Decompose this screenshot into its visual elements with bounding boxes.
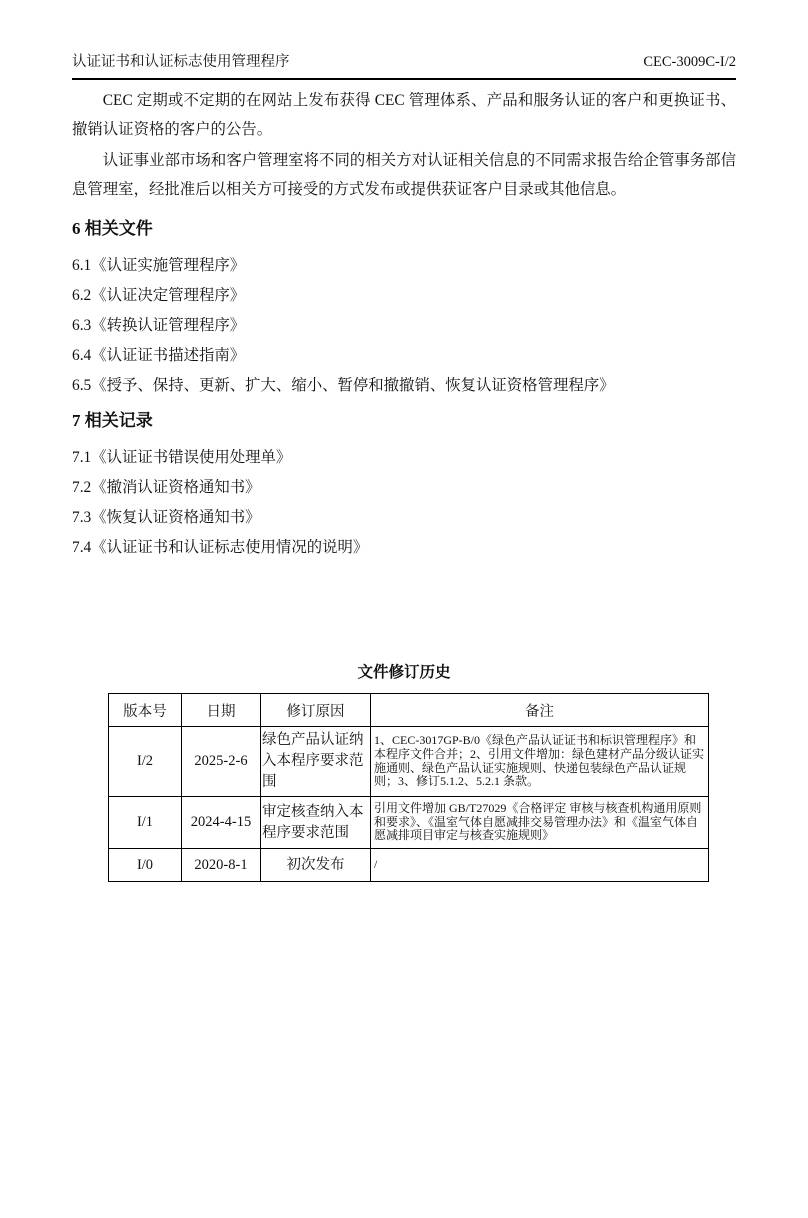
section-heading-related-documents: 6 相关文件	[72, 219, 153, 238]
cell-version: I/2	[109, 727, 182, 797]
related-records-list	[72, 448, 736, 558]
revision-table-title: 文件修订历史	[357, 664, 451, 681]
cell-version: I/0	[109, 849, 182, 882]
list-item: 6.5《授予、保持、更新、扩大、缩小、暂停和撤撤销、恢复认证资格管理程序》	[72, 377, 615, 394]
cell-version: I/1	[109, 797, 182, 849]
column-header-notes: 备注	[371, 694, 709, 727]
list-item: 6.3《转换认证管理程序》	[72, 317, 246, 334]
cell-notes: 引用文件增加 GB/T27029《合格评定 审核与核查机构通用原则和要求》、《温室气体自愿减排交易管理办法》和《温室气体自愿减排项目审定与核查实施规则》	[371, 797, 709, 849]
column-header-reason: 修订原因	[261, 694, 371, 727]
table-header-row	[109, 694, 709, 727]
list-item: 6.1《认证实施管理程序》	[72, 257, 246, 274]
revision-history-table	[108, 693, 709, 882]
table-row	[109, 727, 709, 797]
header-doc-number: CEC-3009C-I/2	[643, 54, 736, 70]
cell-reason: 绿色产品认证纳入本程序要求范围	[261, 727, 371, 797]
cell-date: 2024-4-15	[182, 797, 261, 849]
body-paragraph: CEC 定期或不定期的在网站上发布获得 CEC 管理体系、产品和服务认证的客户和更换证书、撤销认证资格的客户的公告。	[72, 92, 736, 138]
cell-date: 2025-2-6	[182, 727, 261, 797]
list-item: 7.4《认证证书和认证标志使用情况的说明》	[72, 539, 369, 556]
column-header-version: 版本号	[109, 694, 182, 727]
running-header	[72, 53, 736, 80]
related-documents-list	[72, 256, 736, 396]
list-item: 6.2《认证决定管理程序》	[72, 287, 246, 304]
header-title: 认证证书和认证标志使用管理程序	[72, 54, 290, 70]
cell-notes: 1、CEC-3017GP-B/0《绿色产品认证证书和标识管理程序》和本程序文件合并；2、引用文件增加：绿色建材产品分级认证实施通则、绿色产品认证实施规则、快递包装绿色产品认证规则；3、修订5.1.2、5.2.1 条款。	[371, 727, 709, 797]
table-row	[109, 797, 709, 849]
section-heading-related-records: 7 相关记录	[72, 411, 153, 430]
table-row	[109, 849, 709, 882]
cell-notes: /	[371, 849, 709, 882]
list-item: 7.2《撤消认证资格通知书》	[72, 479, 261, 496]
body-paragraph: 认证事业部市场和客户管理室将不同的相关方对认证相关信息的不同需求报告给企管事务部信息管理室，经批准后以相关方可接受的方式发布或提供获证客户目录或其他信息。	[72, 152, 736, 198]
list-item: 6.4《认证证书描述指南》	[72, 347, 246, 364]
cell-reason: 审定核查纳入本程序要求范围	[261, 797, 371, 849]
list-item: 7.3《恢复认证资格通知书》	[72, 509, 261, 526]
cell-date: 2020-8-1	[182, 849, 261, 882]
list-item: 7.1《认证证书错误使用处理单》	[72, 449, 292, 466]
column-header-date: 日期	[182, 694, 261, 727]
cell-reason: 初次发布	[261, 849, 371, 882]
